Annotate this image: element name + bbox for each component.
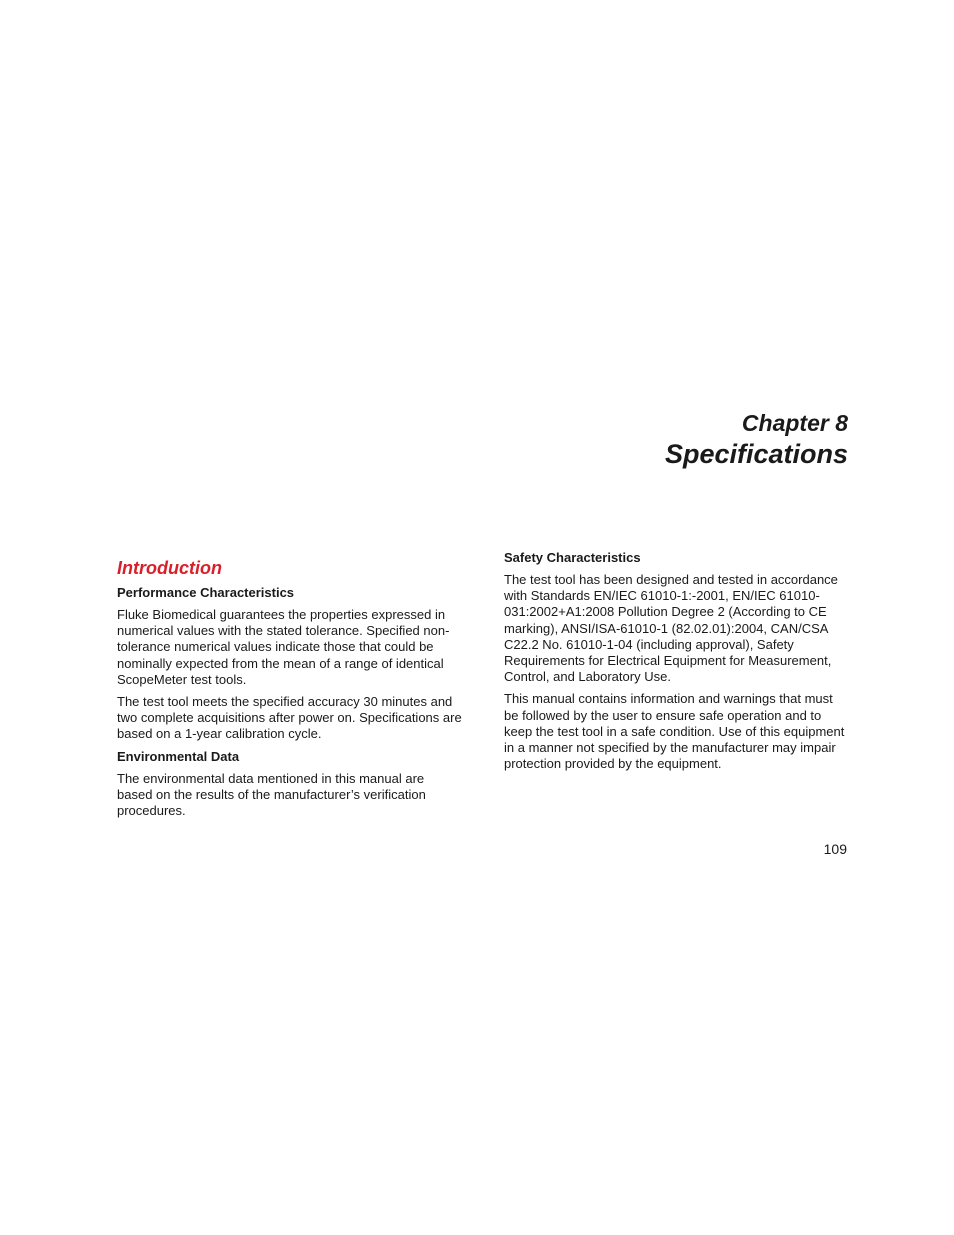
left-column: [117, 557, 462, 825]
page-number: 109: [823, 841, 847, 857]
performance-paragraph-1: Fluke Biomedical guarantees the properties expressed in numerical values with the stated tolerance. Specified non-tolerance numerical values indicate those that could be nominally expected from the mean of a range of identical ScopeMeter test tools.: [117, 607, 450, 687]
performance-paragraph-2: The test tool meets the specified accuracy 30 minutes and two complete acquisitions after power on. Specifications are based on a 1-year calibration cycle.: [117, 694, 462, 742]
chapter-header: [665, 408, 848, 470]
safety-paragraph-1: The test tool has been designed and tested in accordance with Standards EN/IEC 61010-1:-2001, EN/IEC 61010-031:2002+A1:2008 Pollution Degree 2 (According to CE marking), ANSI/ISA-61010-1 (82.02.01):2004, CAN/CSA C22.2 No. 61010-1-04 (including approval), Safety Requirements for Electrical Equipment for Measurement, Control, and Laboratory Use.: [504, 572, 838, 685]
chapter-title: Specifications: [664, 439, 848, 469]
environmental-paragraph: The environmental data mentioned in this manual are based on the results of the manufacturer’s verification procedures.: [117, 770, 426, 819]
safety-paragraph-2: This manual contains information and warnings that must be followed by the user to ensure safe operation and to keep the test tool in a safe condition. Use of this equipment in a manner not specified by the manufacturer may impair protection provided by the equipment.: [504, 691, 845, 772]
safety-heading: Safety Characteristics: [504, 550, 641, 565]
environmental-heading: Environmental Data: [117, 748, 240, 764]
right-column: [504, 550, 849, 778]
introduction-heading: Introduction: [117, 558, 222, 578]
performance-heading: Performance Characteristics: [117, 585, 295, 600]
chapter-label: Chapter 8: [741, 410, 848, 436]
